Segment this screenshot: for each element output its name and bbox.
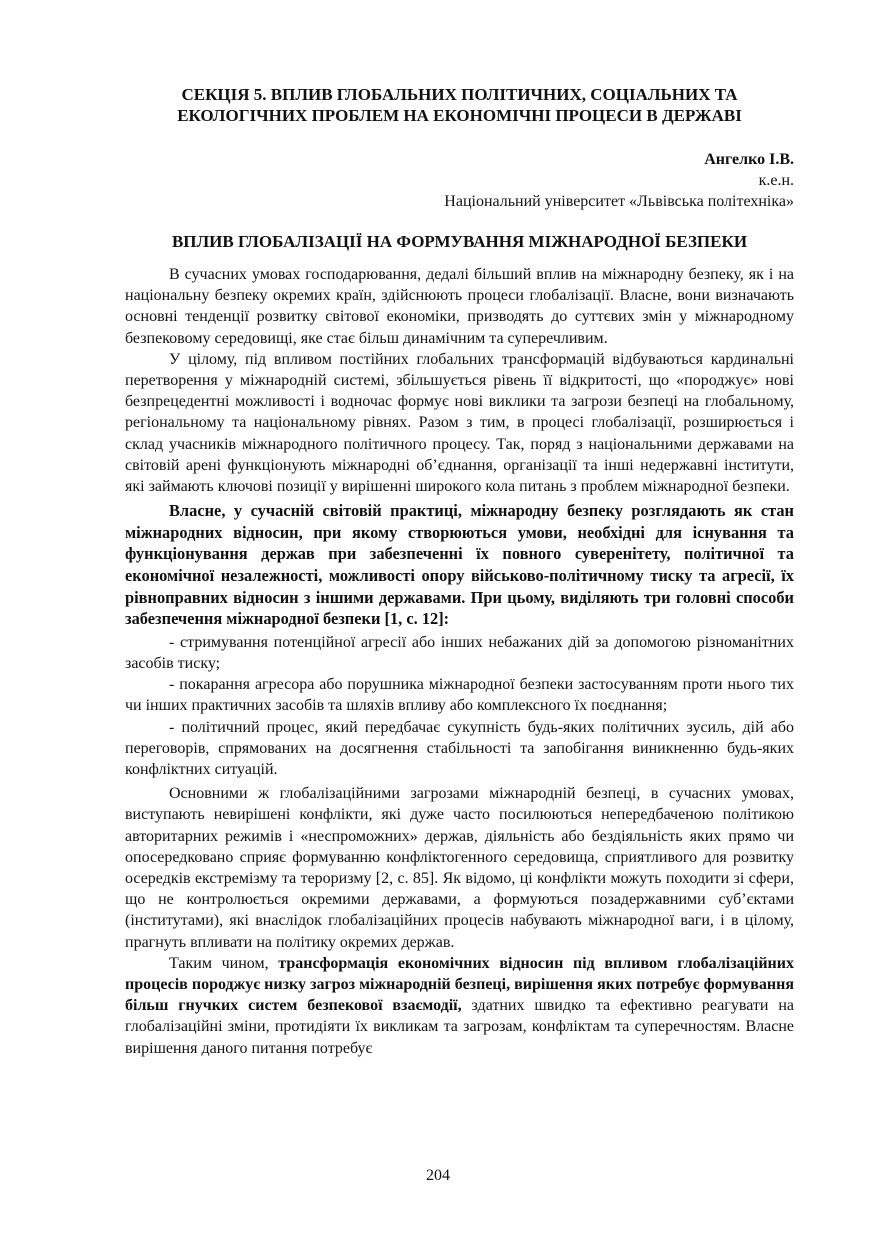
paragraph-security-definition: Власне, у сучасній світовій практиці, міжнародну безпеку розглядають як стан міжнародних відносин, при якому створюються умови, необхідні для існування та функціонування держав при забезпеченні їх повного суверенітету, політичної та економічної незалежності, можливості опору військово-політичному тиску та агресії, їх рівноправних відносин з іншими державами. При цьому, виділяють три головні способи забезпечення міжнародної безпеки [1, с. 12]: (125, 501, 794, 629)
list-item-punishment: - покарання агресора або порушника міжнародної безпеки застосуванням проти нього тих чи інших практичних засобів та шляхів впливу або комплексного їх поєднання; (125, 676, 794, 715)
section-heading (125, 84, 794, 126)
paragraph-globalization-threats: Основними ж глобалізаційними загрозами міжнародній безпеці, в сучасних умовах, виступають невирішені конфлікти, які дуже часто посилюються непередбаченою політикою авторитарних режимів і «неспроможних» держав, діяльність або бездіяльність яких прямо чи опосередковано сприяє формуванню конфліктогенного середовища, сприятливого для розвитку осередків екстремізму та тероризму [2, с. 85]. Як відомо, ці конфлікти можуть походити зі сфери, що не контролюється окремими державами, а формуються позадержавними суб’єктами (інститутами), які внаслідок глобалізаційних процесів набувають міжнародної ваги, і в цілому, прагнуть впливати на політику окремих держав. (125, 785, 794, 951)
author-block (125, 149, 794, 212)
article-title: ВПЛИВ ГЛОБАЛІЗАЦІЇ НА ФОРМУВАННЯ МІЖНАРОДНОЇ БЕЗПЕКИ (171, 232, 748, 251)
paragraph-conclusion (125, 953, 794, 1059)
conclusion-lead: Таким чином, (169, 954, 279, 972)
list-item-deterrence: - стримування потенційної агресії або інших небажаних дій за допомогою різноманітних засобів тиску; (125, 633, 794, 672)
section-heading-line-1: СЕКЦІЯ 5. ВПЛИВ ГЛОБАЛЬНИХ ПОЛІТИЧНИХ, СОЦІАЛЬНИХ ТА (181, 85, 738, 104)
author-affiliation: Національний університет «Львівська політехніка» (444, 193, 794, 210)
paragraph-globalization-transformations: У цілому, під впливом постійних глобальних трансформацій відбуваються кардинальні перетворення у міжнародній системі, збільшується рівень її відкритості, що «породжує» нові безпрецедентні можливості і водночас формує нові виклики та загрози безпеці на глобальному, регіональному та національному рівнях. Разом з тим, в процесі глобалізації, розширюється і склад учасників міжнародного політичного процесу. Так, поряд з національними державами на світовій арені функціонують міжнародні об’єднання, організації та інші недержавні інститути, які займають ключові позиції у вирішенні широкого кола питань з проблем міжнародної безпеки. (125, 350, 794, 496)
section-heading-line-2: ЕКОЛОГІЧНИХ ПРОБЛЕМ НА ЕКОНОМІЧНІ ПРОЦЕСИ В ДЕРЖАВІ (177, 106, 742, 125)
list-item-political-process: - політичний процес, який передбачає сукупність будь-яких політичних зусиль, дій або переговорів, спрямованих на досягнення стабільності та запобігання виникненню будь-яких конфліктних ситуацій. (125, 718, 794, 779)
author-name: Ангелко І.В. (704, 151, 794, 168)
conclusion-tail: здатних швидко та ефективно реагувати на глобалізаційні зміни, протидіяти їх викликам та загрозам, конфліктам та суперечностям. Власне вирішення даного питання потребує (125, 997, 795, 1057)
paragraph-intro: В сучасних умовах господарювання, дедалі більший вплив на міжнародну безпеку, як і на національну безпеку окремих країн, здійснюють процеси глобалізації. Власне, вони визначають основні тенденції розвитку світової економіки, призводять до суттєвих змін у міжнародному безпековому середовищі, яке стає більш динамічним та суперечливим. (125, 266, 794, 347)
page-number: 204 (426, 1167, 450, 1184)
conclusion-bold-statement: трансформація економічних відносин під впливом глобалізаційних процесів породжує низку загроз міжнародній безпеці, вирішення яких потребує формування більш гнучких систем безпекової взаємодії, (125, 954, 794, 1015)
author-degree: к.е.н. (758, 172, 794, 189)
article-body (125, 264, 794, 1059)
